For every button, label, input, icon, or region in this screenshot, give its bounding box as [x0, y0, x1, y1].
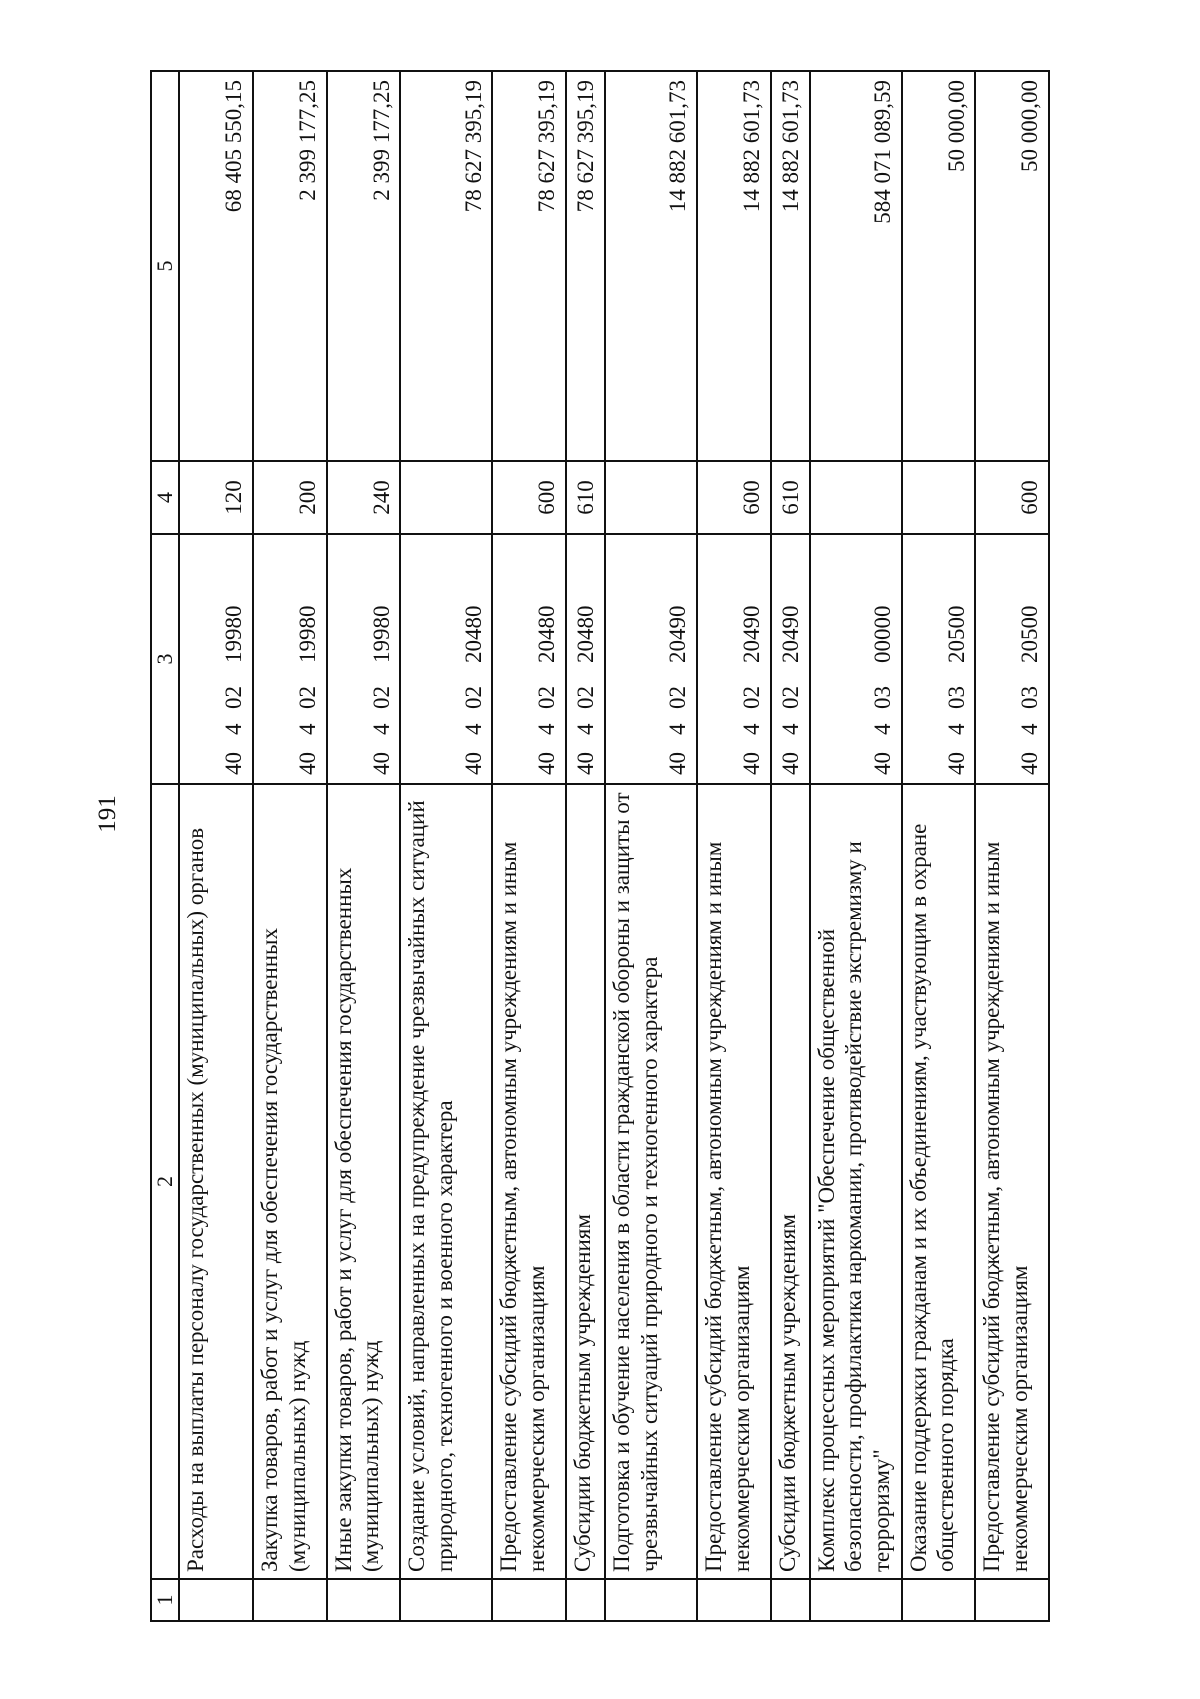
row-type-cell: [810, 461, 902, 534]
row-index-cell: [492, 1579, 566, 1621]
row-name-cell: Создание условий, направленных на предупреждение чрезвычайных ситуаций природного, техногенного и военного характера: [400, 784, 492, 1579]
row-name-cell: Иные закупки товаров, работ и услуг для обеспечения государственных (муниципальных) нужд: [327, 784, 401, 1579]
row-index-cell: [697, 1579, 771, 1621]
code-part-2: 4: [665, 723, 691, 735]
row-amount-cell: 78 627 395,19: [566, 71, 605, 461]
table-row: [975, 71, 1049, 1621]
row-code-cell: [605, 534, 697, 784]
code-part-3: 03: [870, 686, 896, 709]
code-part-1: 40: [943, 752, 969, 775]
code-part-4: 20480: [573, 605, 599, 663]
table-row: [605, 71, 697, 1621]
row-amount-cell: 14 882 601,73: [771, 71, 810, 461]
row-name-cell: Предоставление субсидий бюджетным, автономным учреждениям и иным некоммерческим организациям: [492, 784, 566, 1579]
code-part-3: 02: [534, 686, 560, 709]
header-col-2: 2: [151, 784, 179, 1579]
row-index-cell: [179, 1579, 253, 1621]
row-name-cell: Подготовка и обучение населения в области гражданской обороны и защиты от чрезвычайных ситуаций природного и техногенного характера: [605, 784, 697, 1579]
row-type-cell: 600: [697, 461, 771, 534]
row-code-cell: [327, 534, 401, 784]
row-name-cell: Комплекс процессных мероприятий "Обеспечение общественной безопасности, профилактика наркомании, противодействие экстремизму и терроризму": [810, 784, 902, 1579]
table-row: [771, 71, 810, 1621]
page-number: 191: [94, 795, 121, 833]
row-name-cell: Предоставление субсидий бюджетным, автономным учреждениям и иным некоммерческим организациям: [697, 784, 771, 1579]
rotated-table-wrapper: [150, 72, 1050, 1622]
code-part-2: 4: [368, 723, 394, 735]
table-row: [697, 71, 771, 1621]
row-type-cell: 600: [492, 461, 566, 534]
row-type-cell: [902, 461, 976, 534]
row-name-cell: Субсидии бюджетным учреждениям: [566, 784, 605, 1579]
code-part-3: 02: [665, 686, 691, 709]
table-row: [327, 71, 401, 1621]
code-part-1: 40: [1017, 752, 1043, 775]
row-amount-cell: 584 071 089,59: [810, 71, 902, 461]
code-part-3: 02: [777, 686, 803, 709]
code-part-4: 00000: [870, 605, 896, 663]
table-row: [492, 71, 566, 1621]
row-index-cell: [810, 1579, 902, 1621]
row-index-cell: [605, 1579, 697, 1621]
row-code-cell: [400, 534, 492, 784]
table-row: [810, 71, 902, 1621]
code-part-2: 4: [870, 723, 896, 735]
row-amount-cell: 68 405 550,15: [179, 71, 253, 461]
row-name-cell: Оказание поддержки гражданам и их объединениям, участвующим в охране общественного порядка: [902, 784, 976, 1579]
code-part-1: 40: [665, 752, 691, 775]
code-part-3: 02: [221, 686, 247, 709]
row-code-cell: [771, 534, 810, 784]
code-part-4: 19980: [221, 605, 247, 663]
code-part-3: 03: [1017, 686, 1043, 709]
code-part-1: 40: [460, 752, 486, 775]
table-row: [902, 71, 976, 1621]
code-part-4: 20500: [943, 605, 969, 663]
row-code-cell: [179, 534, 253, 784]
row-index-cell: [975, 1579, 1049, 1621]
code-part-3: 02: [368, 686, 394, 709]
row-code-cell: [975, 534, 1049, 784]
row-amount-cell: 14 882 601,73: [697, 71, 771, 461]
code-part-4: 20490: [665, 605, 691, 663]
row-amount-cell: 14 882 601,73: [605, 71, 697, 461]
header-col-5: 5: [151, 71, 179, 461]
code-part-1: 40: [573, 752, 599, 775]
row-code-cell: [697, 534, 771, 784]
code-part-4: 20480: [534, 605, 560, 663]
code-part-2: 4: [739, 723, 765, 735]
table-row: [179, 71, 253, 1621]
code-part-4: 20500: [1017, 605, 1043, 663]
row-type-cell: [400, 461, 492, 534]
code-part-2: 4: [943, 723, 969, 735]
code-part-3: 02: [739, 686, 765, 709]
row-amount-cell: 2 399 177,25: [253, 71, 327, 461]
row-name-cell: Закупка товаров, работ и услуг для обеспечения государственных (муниципальных) нужд: [253, 784, 327, 1579]
code-part-1: 40: [221, 752, 247, 775]
code-part-4: 20490: [777, 605, 803, 663]
code-part-2: 4: [1017, 723, 1043, 735]
row-index-cell: [771, 1579, 810, 1621]
code-part-2: 4: [777, 723, 803, 735]
table-body: [179, 71, 1049, 1621]
table-row: [400, 71, 492, 1621]
code-part-1: 40: [295, 752, 321, 775]
table-row: [253, 71, 327, 1621]
row-type-cell: 200: [253, 461, 327, 534]
code-part-4: 19980: [368, 605, 394, 663]
code-part-2: 4: [221, 723, 247, 735]
row-type-cell: 240: [327, 461, 401, 534]
row-code-cell: [253, 534, 327, 784]
code-part-1: 40: [368, 752, 394, 775]
code-part-1: 40: [870, 752, 896, 775]
header-col-1: 1: [151, 1579, 179, 1621]
row-index-cell: [400, 1579, 492, 1621]
row-type-cell: [605, 461, 697, 534]
code-part-4: 20490: [739, 605, 765, 663]
row-amount-cell: 78 627 395,19: [400, 71, 492, 461]
row-amount-cell: 50 000,00: [902, 71, 976, 461]
row-code-cell: [810, 534, 902, 784]
code-part-2: 4: [295, 723, 321, 735]
code-part-3: 03: [943, 686, 969, 709]
code-part-2: 4: [534, 723, 560, 735]
code-part-1: 40: [739, 752, 765, 775]
row-code-cell: [902, 534, 976, 784]
row-index-cell: [253, 1579, 327, 1621]
row-type-cell: 600: [975, 461, 1049, 534]
row-type-cell: 610: [566, 461, 605, 534]
code-part-3: 02: [295, 686, 321, 709]
header-col-4: 4: [151, 461, 179, 534]
header-row: [151, 71, 179, 1621]
row-code-cell: [492, 534, 566, 784]
row-index-cell: [327, 1579, 401, 1621]
row-code-cell: [566, 534, 605, 784]
code-part-1: 40: [534, 752, 560, 775]
code-part-3: 02: [573, 686, 599, 709]
row-type-cell: 120: [179, 461, 253, 534]
code-part-1: 40: [777, 752, 803, 775]
code-part-2: 4: [573, 723, 599, 735]
row-name-cell: Предоставление субсидий бюджетным, автономным учреждениям и иным некоммерческим организациям: [975, 784, 1049, 1579]
table-row: [566, 71, 605, 1621]
row-type-cell: 610: [771, 461, 810, 534]
header-col-3: 3: [151, 534, 179, 784]
code-part-4: 20480: [460, 605, 486, 663]
row-name-cell: Расходы на выплаты персоналу государственных (муниципальных) органов: [179, 784, 253, 1579]
row-name-cell: Субсидии бюджетным учреждениям: [771, 784, 810, 1579]
row-amount-cell: 50 000,00: [975, 71, 1049, 461]
row-index-cell: [902, 1579, 976, 1621]
code-part-2: 4: [460, 723, 486, 735]
code-part-4: 19980: [295, 605, 321, 663]
budget-table: [150, 70, 1050, 1622]
row-amount-cell: 2 399 177,25: [327, 71, 401, 461]
row-amount-cell: 78 627 395,19: [492, 71, 566, 461]
row-index-cell: [566, 1579, 605, 1621]
code-part-3: 02: [460, 686, 486, 709]
